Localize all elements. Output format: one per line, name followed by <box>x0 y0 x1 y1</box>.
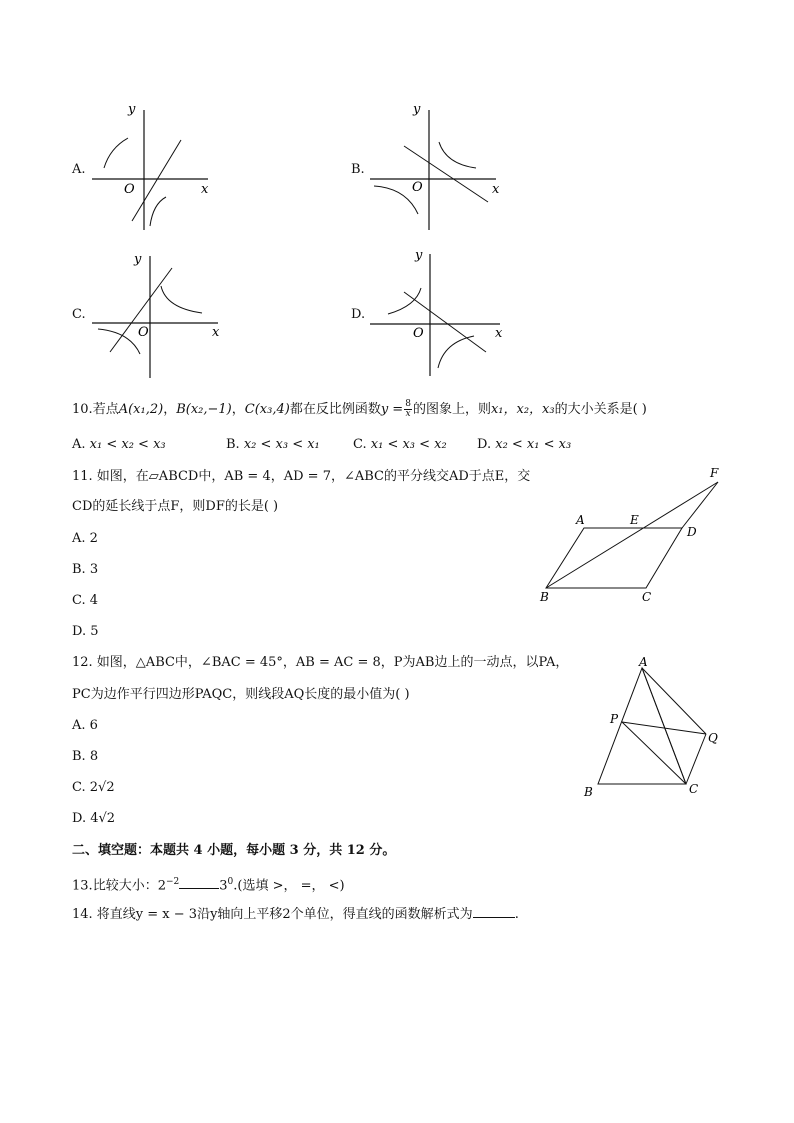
graph-option-a <box>88 100 228 235</box>
origin-label: O <box>138 325 149 340</box>
hyperbola-branch <box>104 138 128 168</box>
triangle-figure <box>578 652 728 802</box>
q10-option-c[interactable]: C. x₁ < x₃ < x₂ <box>353 437 447 452</box>
hyperbola-branch <box>438 336 474 368</box>
question-10: 10.若点A(x₁,2)，B(x₂,−1)，C(x₃,4)都在反比例函数y = $\frac{8}{x}$ 的图象上，则x₁，x₂，x₃的大小关系是( ) <box>72 399 647 419</box>
triangle-abc <box>598 668 686 784</box>
segment-pc <box>622 722 686 784</box>
x-axis-label: x <box>201 182 209 197</box>
y-axis-label: y <box>413 102 421 117</box>
question-11-line2: CD的延长线于点F，则DF的长是( ) <box>72 499 279 514</box>
point-p-label: P <box>610 712 619 726</box>
point-b-label: B <box>540 590 549 604</box>
point-q-label: Q <box>708 731 718 745</box>
question-11-line1: 11. 如图，在▱ABCD中，AB = 4，AD = 7，∠ABC的平分线交AD于点E，交 <box>72 469 531 484</box>
q11-option-d[interactable]: D. 5 <box>72 624 99 639</box>
line-graph <box>132 140 181 221</box>
origin-label: O <box>412 180 423 195</box>
answer-blank[interactable] <box>473 905 515 918</box>
section-heading: 二、填空题：本题共 4 小题，每小题 3 分，共 12 分。 <box>72 843 396 858</box>
point-a-label: A <box>576 513 585 527</box>
hyperbola-branch <box>161 286 202 313</box>
x-axis-label: x <box>495 326 503 341</box>
q10-option-d[interactable]: D. x₂ < x₁ < x₃ <box>477 437 572 452</box>
point-f-label: F <box>710 466 719 480</box>
graph-option-d <box>366 244 506 379</box>
point-c-label: C <box>642 590 652 604</box>
segment-pq <box>622 722 706 734</box>
option-label-a: A. <box>72 162 86 177</box>
q11-option-b[interactable]: B. 3 <box>72 562 99 577</box>
q11-option-a[interactable]: A. 2 <box>72 531 98 546</box>
y-axis-label: y <box>134 252 142 267</box>
option-label-b: B. <box>351 162 365 177</box>
question-13: 13.比较大小：$2^{-2}$ $3^0$.(选填 >， =， <) <box>72 877 345 894</box>
segment-aq <box>642 668 706 734</box>
question-12-line1: 12. 如图，△ABC中，∠BAC = 45°，AB = AC = 8，P为AB边上的一动点，以PA， <box>72 655 569 670</box>
option-label-d: D. <box>351 307 366 322</box>
point-b-label: B <box>584 785 593 799</box>
line-graph <box>404 292 486 352</box>
fraction: $\frac{8}{x}$ <box>405 399 411 419</box>
q12-option-c[interactable]: C. 2√2 <box>72 780 115 795</box>
point-c-label: C <box>689 782 699 796</box>
q10-option-b[interactable]: B. x₂ < x₃ < x₁ <box>226 437 320 452</box>
x-axis-label: x <box>492 182 500 197</box>
q12-option-b[interactable]: B. 8 <box>72 749 99 764</box>
question-14: 14. 将直线y = x − 3沿y轴向上平移2个单位，得直线的函数解析式为 . <box>72 907 519 922</box>
point-a-label: A <box>639 655 648 669</box>
option-label-c: C. <box>72 307 86 322</box>
origin-label: O <box>413 326 424 341</box>
graph-option-b <box>366 100 506 235</box>
question-12-line2: PC为边作平行四边形PAQC，则线段AQ长度的最小值为( ) <box>72 687 410 702</box>
extension-cf <box>682 482 718 528</box>
q12-option-a[interactable]: A. 6 <box>72 718 98 733</box>
x-axis-label: x <box>212 325 220 340</box>
y-axis-label: y <box>128 102 136 117</box>
point-e-label: E <box>630 513 639 527</box>
q10-option-a[interactable]: A. x₁ < x₂ < x₃ <box>72 437 166 452</box>
parallelogram-abcd <box>546 528 682 588</box>
origin-label: O <box>124 182 135 197</box>
q11-option-c[interactable]: C. 4 <box>72 593 99 608</box>
y-axis-label: y <box>415 248 423 263</box>
graph-option-c <box>88 248 228 383</box>
hyperbola-branch <box>439 142 476 168</box>
hyperbola-branch <box>98 329 140 354</box>
hyperbola-branch <box>150 197 166 226</box>
q12-option-d[interactable]: D. 4√2 <box>72 811 116 826</box>
answer-blank[interactable] <box>179 876 219 889</box>
segment-qc <box>686 734 706 784</box>
point-d-label: D <box>687 525 697 539</box>
parallelogram-figure <box>536 460 736 608</box>
